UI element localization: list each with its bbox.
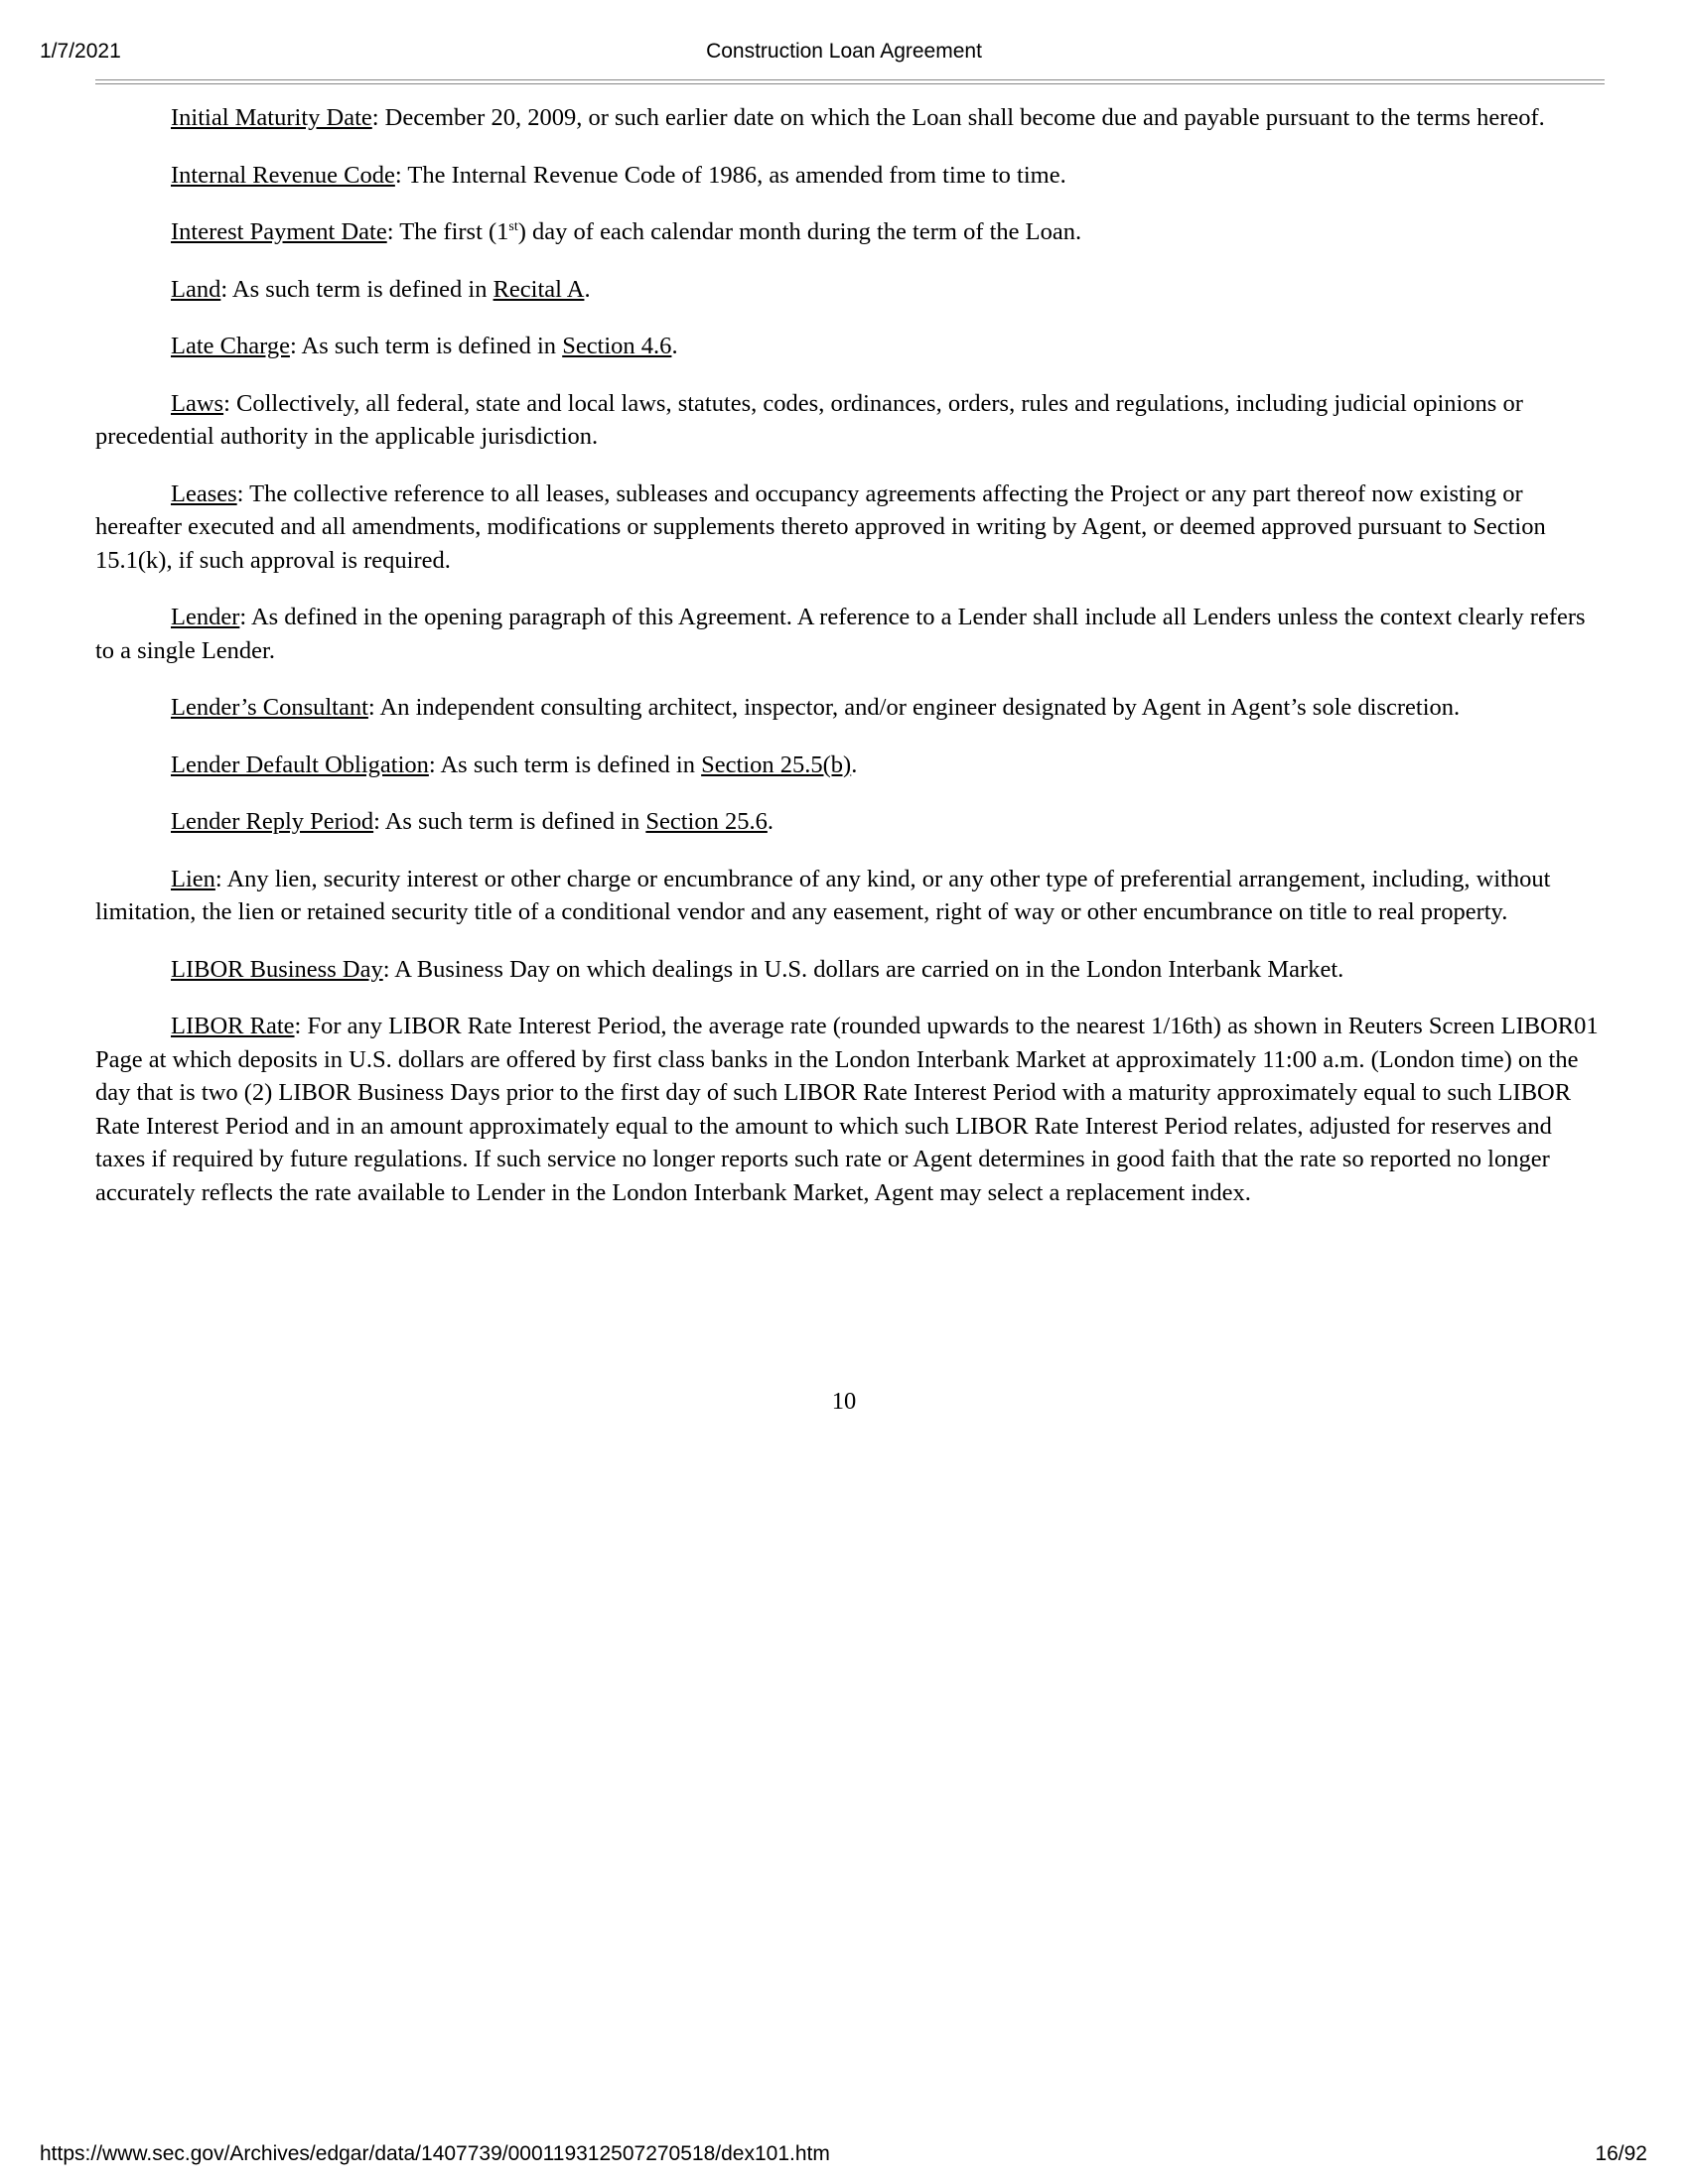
ordinal-suffix: st [508,219,518,234]
document-title: Construction Loan Agreement [706,40,982,63]
term: Lender’s Consultant [171,694,368,721]
term: Internal Revenue Code [171,161,395,189]
term: Interest Payment Date [171,218,387,245]
term: Lien [171,865,215,892]
term: Lender Reply Period [171,808,374,835]
definition-lender-default-obligation: Lender Default Obligation: As such term is defined in Section 25.5(b). [171,751,858,778]
definition-lien: Lien: Any lien, security interest or other charge or encumbrance of any kind, or any other type of preferential arrangement, including, without limitation, the lien or retained security title of a conditional vendor and any easement, right of way or other encumbrance on title to real property. [95,865,1551,925]
cross-reference: Section 25.6 [645,808,768,835]
page-number: 10 [831,1388,857,1415]
term: Late Charge [171,333,290,359]
term: Laws [171,389,224,417]
term: Lender [171,604,240,630]
term: Leases [171,479,237,507]
cross-reference: Section 25.5(b) [701,751,852,778]
definition-lender: Lender: As defined in the opening paragraph of this Agreement. A reference to a Lender shall include all Lenders unless the context clearly refers to a single Lender. [95,604,1586,664]
definition-internal-revenue-code: Internal Revenue Code: The Internal Revenue Code of 1986, as amended from time to time. [171,161,1066,189]
term: LIBOR Business Day [171,955,383,983]
header-rule [95,79,1605,84]
definition-lender-reply-period: Lender Reply Period: As such term is defined in Section 25.6. [171,808,774,835]
term: Lender Default Obligation [171,751,429,778]
term: LIBOR Rate [171,1013,295,1039]
definition-lenders-consultant: Lender’s Consultant: An independent consulting architect, inspector, and/or engineer designated by Agent in Agent’s sole discretion. [171,694,1461,721]
definition-leases: Leases: The collective reference to all leases, subleases and occupancy agreements affecting the Project or any part thereof now existing or hereafter executed and all amendments, modifications or supplements thereto approved in writing by Agent, or deemed approved pursuant to Section 15.1(k), if such approval is required. [95,479,1546,574]
print-page-count: 16/92 [1595,2142,1647,2165]
definition-interest-payment-date: Interest Payment Date: The first (1st) day of each calendar month during the term of the Loan. [171,218,1082,245]
print-date: 1/7/2021 [40,40,121,63]
definition-libor-rate: LIBOR Rate: For any LIBOR Rate Interest Period, the average rate (rounded upwards to the nearest 1/16th) as shown in Reuters Screen LIBOR01 Page at which deposits in U.S. dollars are offered by first class banks in the London Interbank Market at approximately 11:00 a.m. (London time) on the day that is two (2) LIBOR Business Days prior to the first day of such LIBOR Rate Interest Period with a maturity approximately equal to such LIBOR Rate Interest Period and in an amount approximately equal to the amount to which such LIBOR Rate Interest Period relates, adjusted for reserves and taxes if required by future regulations. If such service no longer reports such rate or Agent determines in good faith that the rate so reported no longer accurately reflects the rate available to Lender in the London Interbank Market, Agent may select a replacement index. [95,1013,1599,1206]
source-url: https://www.sec.gov/Archives/edgar/data/1407739/000119312507270518/dex101.htm [40,2142,830,2165]
definition-initial-maturity-date: Initial Maturity Date: December 20, 2009, or such earlier date on which the Loan shall become due and payable pursuant to the terms hereof. [171,104,1545,131]
definition-land: Land: As such term is defined in Recital A. [171,275,591,303]
term: Land [171,275,221,303]
cross-reference: Section 4.6 [562,333,672,359]
definition-libor-business-day: LIBOR Business Day: A Business Day on which dealings in U.S. dollars are carried on in the London Interbank Market. [171,955,1344,983]
term: Initial Maturity Date [171,104,372,131]
definition-late-charge: Late Charge: As such term is defined in Section 4.6. [171,333,678,359]
definition-laws: Laws: Collectively, all federal, state and local laws, statutes, codes, ordinances, orders, rules and regulations, including judicial opinions or precedential authority in the applicable jurisdiction. [95,389,1523,450]
cross-reference: Recital A [492,275,585,303]
definitions-list [95,101,1605,1233]
